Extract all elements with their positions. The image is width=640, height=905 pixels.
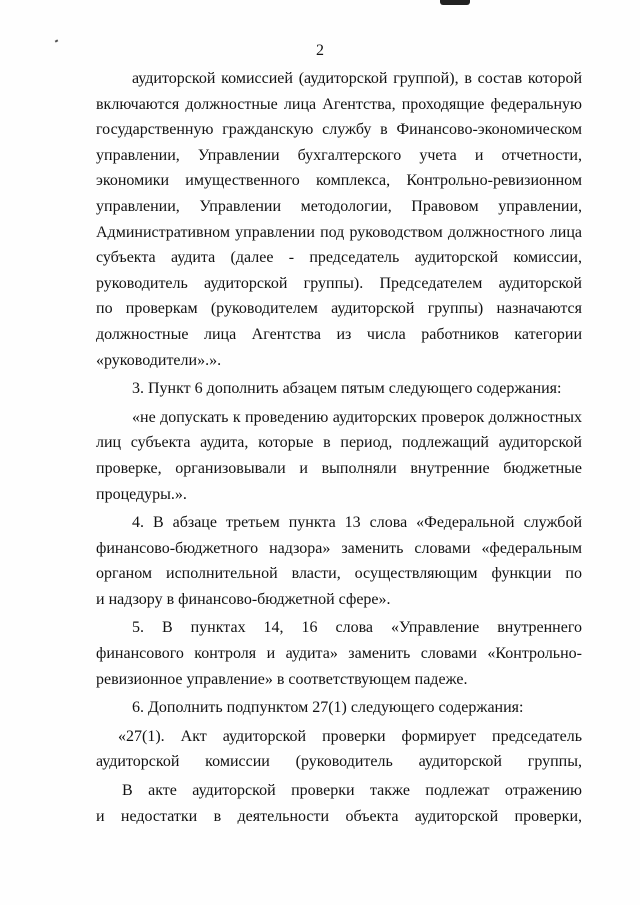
text-line: финансового контроля и аудита» заменить словами «Контрольно- [96, 645, 582, 663]
text-line: 6. Дополнить подпунктом 27(1) следующего содержания: [132, 699, 524, 717]
text-line: и надзору в финансово-бюджетной сфере». [96, 590, 391, 608]
text-line: проверке, организовывали и выполняли внутренние бюджетные [96, 459, 582, 477]
text-line: по проверкам (руководителем аудиторской группы) назначаются [96, 300, 582, 318]
text-line: государственную гражданскую службу в Финансово-экономическом [96, 121, 582, 139]
text-line: процедуры.». [96, 485, 187, 503]
text-line: включаются должностные лица Агентства, проходящие федеральную [96, 95, 582, 113]
text-line: руководитель аудиторской группы). Председателем аудиторской [96, 274, 582, 292]
text-line: «27(1). Акт аудиторской проверки формирует председатель [118, 727, 582, 745]
text-line: «руководители».». [96, 351, 222, 369]
text-line: должностные лица Агентства из числа работников категории [96, 325, 582, 343]
text-line: В акте аудиторской проверки также подлежат отражению [122, 782, 582, 800]
text-line: управлении, Управлении методологии, Правовом управлении, [96, 197, 582, 215]
text-line: управлении, Управлении бухгалтерского учета и отчетности, [96, 146, 582, 164]
text-line: ревизионное управление» в соответствующем падеже. [96, 670, 468, 688]
text-line: аудиторской комиссией (аудиторской группой), в состав которой [132, 70, 582, 87]
text-line: 5. В пунктах 14, 16 слова «Управление внутреннего [132, 619, 582, 637]
text-line: лиц субъекта аудита, которые в период, подлежащий аудиторской [96, 434, 582, 452]
scan-mark [440, 0, 470, 5]
text-line: и недостатки в деятельности объекта аудиторской проверки, [96, 807, 582, 825]
document-body [96, 66, 582, 829]
text-line: «не допускать к проведению аудиторских проверок должностных [132, 408, 582, 426]
page-number: 2 [316, 42, 324, 59]
text-line: аудиторской комиссии (руководитель аудиторской группы, [96, 753, 582, 771]
text-line: субъекта аудита (далее - председатель аудиторской комиссии, [96, 249, 582, 267]
text-line: 3. Пункт 6 дополнить абзацем пятым следующего содержания: [132, 380, 562, 398]
text-line: органом исполнительной власти, осуществляющим функции по [96, 565, 582, 583]
text-line: экономики имущественного комплекса, Контрольно-ревизионном [96, 172, 582, 190]
text-line: Административном управлении под руководством должностного лица [96, 223, 582, 241]
text-line: финансово-бюджетного надзора» заменить словами «федеральным [96, 539, 582, 557]
text-line: 4. В абзаце третьем пункта 13 слова «Федеральной службой [132, 514, 582, 532]
